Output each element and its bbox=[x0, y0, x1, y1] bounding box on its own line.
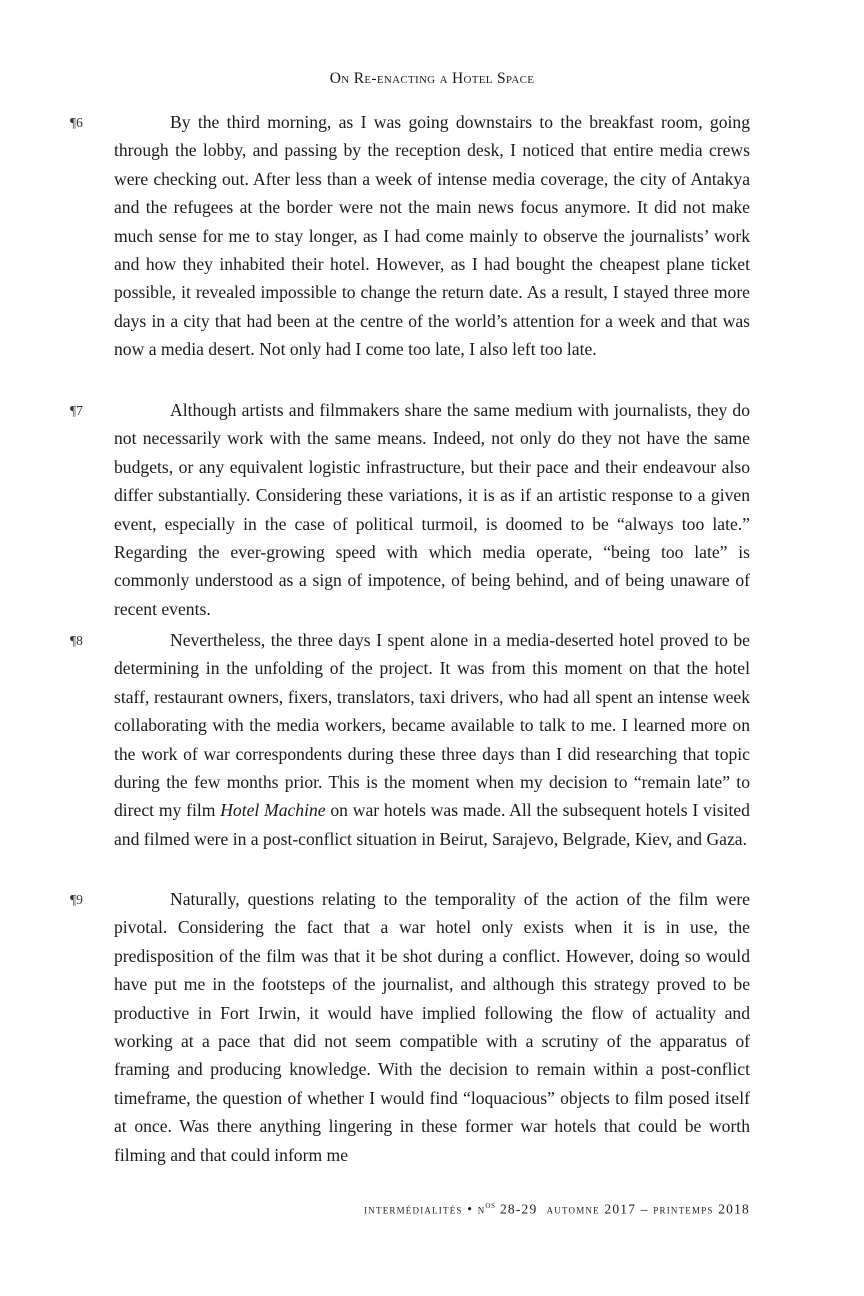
issue-prefix: n bbox=[477, 1201, 486, 1217]
paragraph-7 bbox=[70, 396, 750, 623]
paragraph-text-segment: on war hotels was made. All the subsequent hotels I visited and filmed were in a post-conflict situation in Beirut, Sarajevo, Belgrade, Kiev, and Gaza. bbox=[114, 800, 750, 849]
paragraph-number: ¶6 bbox=[70, 115, 83, 130]
paragraph-8 bbox=[70, 626, 750, 853]
footer-bullet: • bbox=[467, 1201, 474, 1217]
paragraph-6 bbox=[70, 108, 750, 364]
paragraph-text bbox=[114, 108, 750, 364]
paragraph-number: ¶7 bbox=[70, 403, 83, 418]
journal-footer bbox=[364, 1200, 750, 1218]
issue-season: automne 2017 – printemps 2018 bbox=[546, 1201, 750, 1217]
running-title: On Re-enacting a Hotel Space bbox=[329, 70, 535, 87]
paragraph-text-segment: Although artists and filmmakers share the same medium with journalists, they do not necessarily work with the same means. Indeed, not only do they not have the same budgets, or any equivalent logistic infrastructure, but their pace and their endeavour also differ substantially. Considering these variations, it is as if an artistic response to a given event, especially in the case of political turmoil, is doomed to be “always too late.” Regarding the ever-growing speed with which media operate, “being too late” is commonly understood as a sign of impotence, of being behind, and of being unaware of recent events. bbox=[114, 400, 750, 619]
paragraph-number: ¶9 bbox=[70, 892, 83, 907]
paragraph-text-segment: Nevertheless, the three days I spent alone in a media-deserted hotel proved to be determining in the unfolding of the project. It was from this moment on that the hotel staff, restaurant owners, fixers, translators, taxi drivers, who had all spent an intense week collaborating with the media workers, became available to talk to me. I learned more on the work of war correspondents during these three days than I did researching that topic during the few months prior. This is the moment when my decision to “remain late” to direct my film bbox=[114, 630, 750, 821]
paragraph-9 bbox=[70, 885, 750, 1169]
paragraph-text-segment: By the third morning, as I was going downstairs to the breakfast room, going through the lobby, and passing by the reception desk, I noticed that entire media crews were checking out. After less than a week of intense media coverage, the city of Antakya and the refugees at the border were not the main news focus anymore. It did not make much sense for me to stay longer, as I had come mainly to observe the journalists’ work and how they inhabited their hotel. However, as I had bought the cheapest plane ticket possible, it revealed impossible to change the return date. As a result, I stayed three more days in a city that had been at the centre of the world’s attention for a week and that was now a media desert. Not only had I come too late, I also left too late. bbox=[114, 112, 750, 360]
journal-name: intermédialités bbox=[364, 1201, 463, 1217]
issue-numbers: 28-29 bbox=[499, 1201, 538, 1217]
paragraph-text bbox=[114, 396, 750, 623]
issue-superscript: os bbox=[485, 1200, 496, 1211]
paragraph-text bbox=[114, 885, 750, 1169]
paragraph-text-segment: Naturally, questions relating to the temporality of the action of the film were pivotal. Considering the fact that a war hotel only exists when it is in use, the predisposition of the film was that it be shot during a conflict. However, doing so would have put me in the footsteps of the journalist, and although this strategy proved to be productive in Fort Irwin, it would have implied following the flow of actuality and working at a pace that did not seem compatible with a scrutiny of the apparatus of framing and producing knowledge. With the decision to remain within a post-conflict timeframe, the question of whether I would find “loquacious” objects to film posed itself at once. Was there anything lingering in these former war hotels that could be worth filming and that could inform me bbox=[114, 889, 750, 1165]
paragraph-number: ¶8 bbox=[70, 633, 83, 648]
film-title: Hotel Machine bbox=[220, 800, 326, 821]
paragraph-text bbox=[114, 626, 750, 853]
